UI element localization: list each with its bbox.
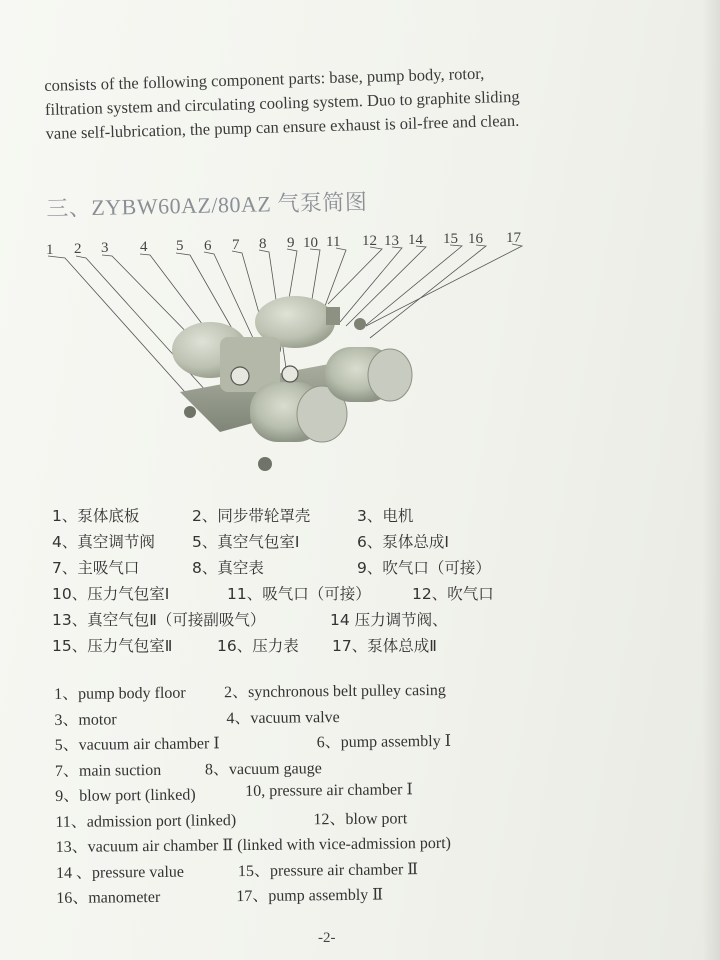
list-item: 12、blow port xyxy=(313,809,408,828)
vacuum-gauge xyxy=(231,367,249,385)
callout-number: 1 xyxy=(46,242,54,258)
list-item: 7、main suction xyxy=(54,761,162,780)
list-item: 16、压力表 xyxy=(217,637,299,655)
list-item: 1、pump body floor xyxy=(54,684,186,703)
leader-line xyxy=(366,244,522,326)
callout-number: 12 xyxy=(362,233,377,249)
list-item: 17、pump assembly Ⅱ xyxy=(236,886,384,906)
callout-number: 10 xyxy=(303,235,318,251)
pressure-gauge xyxy=(282,366,298,382)
callout-number: 9 xyxy=(287,235,295,251)
callout-number: 15 xyxy=(443,231,458,247)
parts-list-chinese xyxy=(52,504,522,660)
callout-number: 11 xyxy=(326,234,341,250)
list-item: 8、真空表 xyxy=(192,559,264,577)
list-row xyxy=(52,608,522,634)
leader-line xyxy=(340,247,402,322)
list-item: 15、pressure air chamber Ⅱ xyxy=(237,860,419,880)
list-item: 7、主吸气口 xyxy=(52,559,140,577)
list-item: 17、泵体总成Ⅱ xyxy=(332,637,437,655)
callout-number: 2 xyxy=(74,241,82,257)
list-row xyxy=(52,582,522,608)
intro-paragraph xyxy=(44,58,606,146)
list-item: 9、blow port (linked) xyxy=(55,786,196,805)
list-item: 2、synchronous belt pulley casing xyxy=(224,681,446,702)
list-item: 6、pump assembly Ⅰ xyxy=(316,732,452,752)
callout-number: 6 xyxy=(204,238,212,254)
list-item: 10, pressure air chamber Ⅰ xyxy=(245,781,413,801)
callout-number: 16 xyxy=(468,231,483,247)
list-item: 5、vacuum air chamber Ⅰ xyxy=(54,735,220,754)
list-item: 8、vacuum gauge xyxy=(204,759,322,778)
leader-line xyxy=(322,248,346,314)
callout-number: 4 xyxy=(140,239,148,255)
intro-line: consists of the following component parts: base, pump body, rotor, xyxy=(44,63,485,95)
callout-number: 7 xyxy=(232,237,240,253)
list-item: 2、同步带轮罩壳 xyxy=(192,507,311,525)
valve xyxy=(326,307,340,325)
pump-assembly xyxy=(172,296,412,471)
leader-line xyxy=(370,245,486,338)
page-number: -2- xyxy=(318,930,336,946)
base-foot xyxy=(258,457,272,471)
callout-number: 5 xyxy=(176,238,184,254)
list-row xyxy=(52,556,522,582)
intro-line: vane self-lubrication, the pump can ensure exhaust is oil-free and clean. xyxy=(45,110,520,143)
list-item: 4、vacuum valve xyxy=(226,708,340,727)
list-item: 11、admission port (linked) xyxy=(55,811,237,831)
list-item: 16、manometer xyxy=(56,888,161,907)
parts-list-english xyxy=(54,676,576,911)
list-item: 4、真空调节阀 xyxy=(52,533,155,551)
section-title: 三、ZYBW60AZ/80AZ 气泵简图 xyxy=(46,189,368,221)
air-pump-diagram xyxy=(40,242,540,482)
list-item: 12、吹气口 xyxy=(412,585,494,603)
list-item: 13、真空气包Ⅱ（可接副吸气） xyxy=(52,611,266,629)
list-item: 11、吸气口（可接） xyxy=(227,585,371,603)
list-row xyxy=(56,880,576,911)
list-item: 1、泵体底板 xyxy=(52,507,140,525)
list-item: 13、vacuum air chamber Ⅱ (linked with vice-admission port) xyxy=(55,834,452,856)
motor-end xyxy=(368,349,412,401)
callout-number: 8 xyxy=(259,236,267,252)
list-row xyxy=(52,504,522,530)
list-item: 3、电机 xyxy=(357,507,414,525)
page-fold-shadow xyxy=(702,0,720,960)
list-item: 14 压力调节阀、 xyxy=(330,611,448,629)
list-item: 15、压力气包室Ⅱ xyxy=(52,637,173,655)
callout-number: 13 xyxy=(384,233,399,249)
list-item: 14 、pressure value xyxy=(55,863,185,882)
leader-line xyxy=(360,245,462,330)
base-foot xyxy=(184,406,196,418)
callout-number: 3 xyxy=(101,240,109,256)
list-item: 5、真空气包室Ⅰ xyxy=(192,533,300,551)
list-item: 9、吹气口（可接） xyxy=(357,559,491,577)
list-item: 3、motor xyxy=(54,710,117,729)
valve-knob xyxy=(354,318,366,330)
list-row xyxy=(52,634,522,660)
list-item: 10、压力气包室Ⅰ xyxy=(52,585,170,603)
callout-number: 14 xyxy=(408,232,423,248)
list-item: 6、泵体总成Ⅰ xyxy=(357,533,449,551)
intro-line: filtration system and circulating cooling system. Duo to graphite sliding xyxy=(44,86,520,119)
list-row xyxy=(52,530,522,556)
callout-number: 17 xyxy=(506,230,521,246)
